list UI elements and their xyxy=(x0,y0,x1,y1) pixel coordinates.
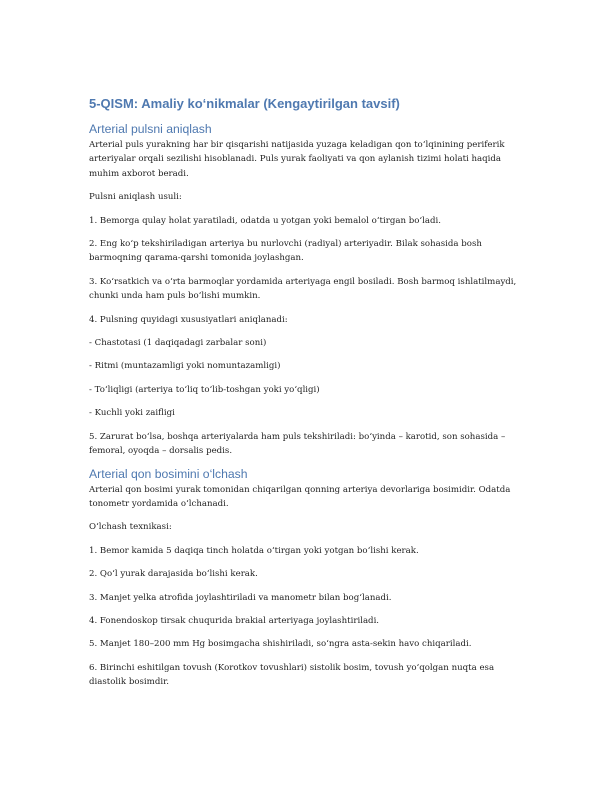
bullet-item: - To‘liqligi (arteriya to‘liq to‘lib-toshgan yoki yo‘qligi) xyxy=(89,384,320,395)
list-item: 6. Birinchi eshitilgan tovush (Korotkov tovushlari) sistolik bosim, tovush yo‘qolgan nuqta esa diastolik bosimdir. xyxy=(89,662,495,688)
document-title: 5-QISM: Amaliy ko‘nikmalar (Kengaytirilgan tavsif) xyxy=(89,96,400,111)
list-item: 4. Pulsning quyidagi xususiyatlari aniqlanadi: xyxy=(89,314,288,325)
list-item: 2. Eng ko‘p tekshiriladigan arteriya bu nurlovchi (radiyal) arteriyadir. Bilak sohasida bosh barmoqning qarama-qarshi tomonida joylashgan. xyxy=(89,239,482,264)
section-blood-pressure xyxy=(89,467,524,690)
list-item: 5. Manjet 180–200 mm Hg bosimgacha shishiriladi, so‘ngra asta-sekin havo chiqariladi. xyxy=(89,639,472,650)
list-item: 3. Manjet yelka atrofida joylashtiriladi va manometr bilan bog‘lanadi. xyxy=(89,592,392,603)
bullet-item: - Ritmi (muntazamligi yoki nomuntazamligi) xyxy=(89,361,281,372)
list-item: 2. Qo‘l yurak darajasida bo‘lishi kerak. xyxy=(89,569,258,580)
paragraph: Pulsni aniqlash usuli: xyxy=(89,192,182,203)
section-pulse xyxy=(89,122,524,459)
list-item: 1. Bemor kamida 5 daqiqa tinch holatda o‘tirgan yoki yotgan bo‘lishi kerak. xyxy=(89,545,419,556)
list-item: 5. Zarurat bo‘lsa, boshqa arteriyalarda ham puls tekshiriladi: bo‘yinda – karotid, son sohasida – femoral, oyoqda – dorsalis pedis. xyxy=(89,431,506,457)
section-heading-blood-pressure: Arterial qon bosimini o‘lchash xyxy=(89,466,248,481)
list-item: 1. Bemorga qulay holat yaratiladi, odatda u yotgan yoki bemalol o‘tirgan bo‘ladi. xyxy=(89,215,441,226)
list-item: 4. Fonendoskop tirsak chuqurida brakial arteriyaga joylashtiriladi. xyxy=(89,615,380,626)
paragraph: O‘lchash texnikasi: xyxy=(89,522,172,533)
list-item: 3. Ko‘rsatkich va o‘rta barmoqlar yordamida arteriyaga engil bosiladi. Bosh barmoq ishlatilmaydi, chunki unda ham puls bo‘lishi mumkin. xyxy=(89,276,517,302)
paragraph: Arterial puls yurakning har bir qisqarishi natijasida yuzaga keladigan qon to‘lqinining periferik arteriyalar orqali sezilishi hisoblanadi. Puls yurak faoliyati va qon aylanish tizimi holati haqida muhim axborot beradi. xyxy=(89,140,505,179)
paragraph: Arterial qon bosimi yurak tomonidan chiqarilgan qonning arteriya devorlariga bosimidir. Odatda tonometr yordamida o‘lchanadi. xyxy=(89,484,511,509)
bullet-item: - Kuchli yoki zaifligi xyxy=(89,408,175,419)
section-heading-pulse: Arterial pulsni aniqlash xyxy=(89,122,212,136)
bullet-item: - Chastotasi (1 daqiqadagi zarbalar soni) xyxy=(89,338,267,349)
